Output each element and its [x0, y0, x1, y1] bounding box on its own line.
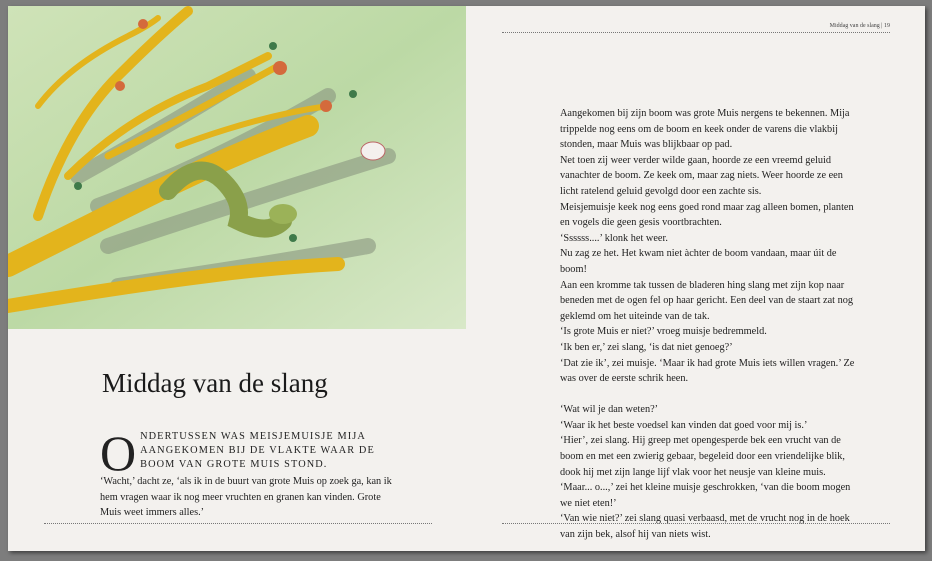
paragraph: Aangekomen bij zijn boom was grote Muis nergens te bekennen. Mija trippelde nog eens om de boom en keek onder de varens die vlakbij stonden, maar Muis was blijkbaar op pad. [560, 108, 850, 151]
paragraph: ‘Waar ik het beste voedsel kan vinden dat goed voor mij is.’ [560, 419, 808, 431]
intro-caps: NDERTUSSEN WAS MEISJEMUISJE MIJA AANGEKOMEN BIJ DE VLAKTE WAAR DE BOOM VAN GROTE MUIS STOND. [140, 431, 375, 470]
footer-divider-right [502, 523, 890, 524]
drop-cap: O [100, 425, 137, 481]
chapter-title: Middag van de slang [102, 368, 328, 398]
paragraph: ‘Ik ben er,’ zei slang, ‘is dat niet genoeg?’ [560, 341, 733, 353]
paragraph: ‘Is grote Muis er niet?’ vroeg muisje bedremmeld. [560, 326, 767, 338]
paragraph: ‘Dat zie ik’, zei muisje. ‘Maar ik had grote Muis iets willen vragen.’ Ze was over de eerste schrik heen. [560, 357, 855, 385]
paragraph: ‘Hier’, zei slang. Hij greep met opengesperde bek een vrucht van de boom en met een zwierig gebaar, begeleid door een vriendelijke blik, dook hij met zijn lange lijf vlak voor het neusje van kleine muis. [560, 435, 845, 478]
paragraph: Net toen zij weer verder wilde gaan, hoorde ze een vreemd geluid vanachter de boom. Ze keek om, maar zag niets. Weer hoorde ze een licht ratelend geluid gevolgd door een zachte sis. [560, 154, 843, 197]
header-divider [502, 32, 890, 33]
running-head: Middag van de slang | 19 [829, 23, 890, 29]
paragraph: ‘Ssssss....’ klonk het weer. [560, 232, 668, 244]
illustration-snake-tree [8, 6, 466, 329]
paragraph: ‘Van wie niet?’ zei slang quasi verbaasd, met de vrucht nog in de hoek van zijn bek, alsof hij van niets wist. [560, 513, 850, 541]
footer-divider-left [44, 523, 432, 524]
paragraph: Nu zag ze het. Het kwam niet àchter de boom vandaan, maar úit de boom! [560, 248, 837, 275]
paragraph: Meisjemuisje keek nog eens goed rond maar zag alleen bomen, planten en vogels die geen gesis voortbrachten. [560, 201, 854, 229]
paragraph: Aan een kromme tak tussen de bladeren hing slang met zijn kop naar beneden met de ogen fel op haar gericht. Een deel van de staart zat nog geklemd om het uiteinde van de tak. [560, 279, 854, 322]
book-spread [8, 6, 925, 551]
paragraph: ‘Wat wil je dan weten?’ [560, 404, 659, 416]
intro-text [100, 425, 400, 521]
right-page-text [560, 106, 860, 543]
intro-paragraph: ‘Wacht,’ dacht ze, ‘als ik in de buurt van grote Muis op zoek ga, kan ik hem vragen waar ik nog meer vruchten en granen kan vinden. Grote Muis weet immers alles.’ [100, 476, 392, 518]
paragraph: ‘Maar... o...,’ zei het kleine muisje geschrokken, ‘van die boom mogen we niet eten!’ [560, 482, 851, 509]
